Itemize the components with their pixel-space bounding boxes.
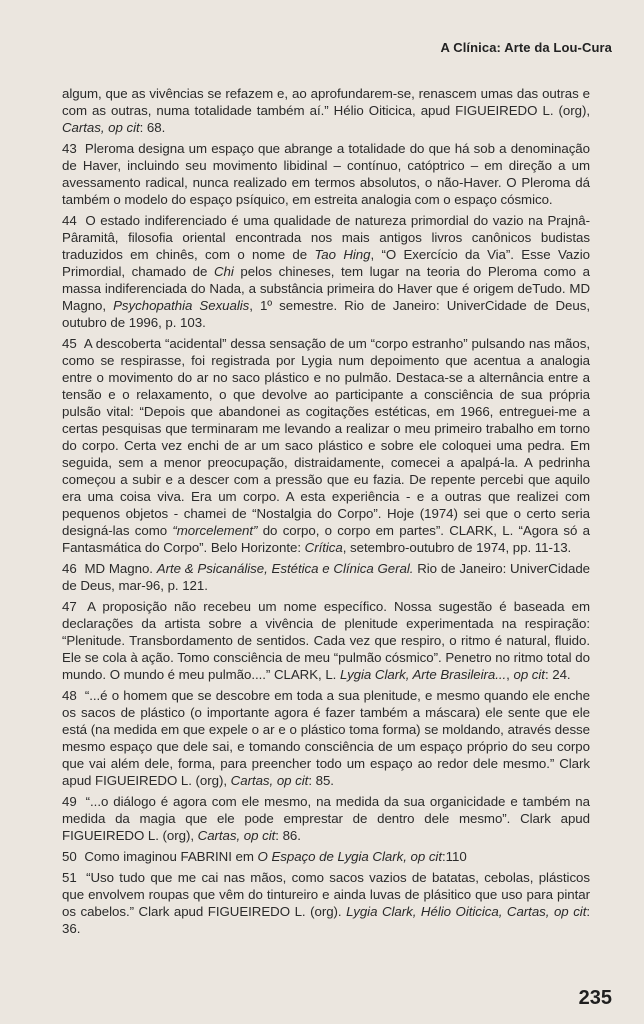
footnote-italic-text: Tao Hing <box>314 247 371 262</box>
footnote-50 <box>62 848 590 865</box>
footnote-text-part: , “O Exercício da Via”. Esse Vazio Primordial, chamado de <box>62 247 590 279</box>
footnote-text-part: :110 <box>441 849 467 864</box>
footnote-text-part: “Uso tudo que me cai nas mãos, como sacos vazios de batatas, cebolas, plásticos que envolvem roupas que vêm do tintureiro e ainda luvas de plásitico que uso para pintar os cabelos.” Clark apud FIGUEIREDO L. (org). <box>62 870 590 919</box>
footnote-45 <box>62 335 590 556</box>
footnote-47 <box>62 598 590 683</box>
footnote-text-part: , <box>506 667 514 682</box>
footnote-44 <box>62 212 590 331</box>
footnote-italic-text: Cartas, op cit <box>230 773 309 788</box>
footnote-continuation <box>62 85 590 136</box>
footnote-text <box>62 561 590 593</box>
footnote-number: 47 <box>62 599 77 614</box>
footnote-text-part: MD Magno. <box>84 561 157 576</box>
footnote-italic-text: op cit <box>513 667 545 682</box>
footnote-italic-text: Chi <box>213 264 234 279</box>
footnote-text-part: , setembro-outubro de 1974, pp. 11-13. <box>342 540 572 555</box>
footnote-text <box>62 141 590 207</box>
footnote-italic-text: Cartas, op cit <box>62 120 140 135</box>
footnote-text-part: “...o diálogo é agora com ele mesmo, na medida da sua organicidade e também na medida da magia que ele pode emprestar de dentro dele mesmo”. Clark apud FIGUEIREDO L. (org), <box>62 794 590 843</box>
footnote-49 <box>62 793 590 844</box>
running-header: A Clínica: Arte da Lou-Cura <box>440 40 612 55</box>
footnote-text <box>62 213 590 330</box>
footnote-text-part: “...é o homem que se descobre em toda a sua plenitude, e mesmo quando ele enche os sacos de plástico (o importante agora é fazer também a máscara) ele sente que ele está (na medida em que expele o ar e o plástico toma forma) se moldando, através desse mesmo espaço que dele sai, e tomando consciência de um espaço próprio do seu corpo que vai além dele, forma, para preencher todo um espaço ao redor dele mesmo.” Clark apud FIGUEIREDO L. (org), <box>62 688 590 788</box>
footnote-number: 50 <box>62 849 77 864</box>
footnote-italic-text: “morcelement” <box>172 523 258 538</box>
footnote-text-part: : 86. <box>275 828 301 843</box>
footnote-text-part: : 85. <box>308 773 334 788</box>
footnote-italic-text: Arte & Psicanálise, Estética e Clínica Geral. <box>156 561 414 576</box>
footnote-text-part: A descoberta “acidental” dessa sensação de um “corpo estranho” pulsando nas mãos, como se respirasse, foi registrada por Lygia num depoimento que acentua a analogia entre o movimento do ar no saco plástico e no pulmão. Destaca-se a alternância entre a tensão e o relaxamento, o que devolve ao participante a consciência de sua própria pulsão vital: “Depois que abandonei as cogitações estéticas, em 1966, entreguei-me a certas pesquisas que terminaram me levando a realizar o meu primeiro trabalho em torno do corpo. Certa vez enchi de ar um saco plástico e sobre ele coloquei uma pedra. Em seguida, sem a menor preocupação, distraidamente, comecei a apalpá-la. A pedrinha começou a subir e a descer com a pressão que eu fazia. De repente percebi que aquilo era uma coisa viva. Era um corpo. A esta experiência - e a outras que realizei com pequenos objetos - chamei de “Nostalgia do Corpo”. Hoje (1974) sei que o certo seria designá-las como <box>62 336 590 538</box>
footnote-italic-text: Lygia Clark, Arte Brasileira... <box>339 667 507 682</box>
footnote-text <box>62 870 590 936</box>
footnote-text <box>62 86 590 135</box>
footnote-text-part: pelos chineses, tem lugar na teoria do Pleroma como a massa indiferenciada do Nada, a substância primeira do Haver que é origem deTudo. MD Magno, <box>62 264 590 313</box>
footnote-text-part: do corpo, o corpo em partes”. CLARK, L. “Agora só a Fantasmática do Corpo”. Belo Horizonte: <box>62 523 590 555</box>
footnote-number: 43 <box>62 141 77 156</box>
footnote-text-part: O estado indiferenciado é uma qualidade de natureza primordial do vazio na Prajnâ-Pâramitâ, filosofia oriental encontrada nos mais antigos livros canônicos budistas traduzidos em chinês, com o nome de <box>62 213 590 262</box>
footnote-46 <box>62 560 590 594</box>
page-number: 235 <box>578 987 612 1009</box>
footnote-number: 51 <box>62 870 77 885</box>
footnote-text <box>62 336 590 555</box>
footnote-number: 46 <box>62 561 77 576</box>
footnote-italic-text: O Espaço de Lygia Clark, op cit <box>257 849 442 864</box>
footnote-italic-text: Lygia Clark, Hélio Oiticica, Cartas, op cit <box>346 904 587 919</box>
footnote-text-part: Pleroma designa um espaço que abrange a totalidade do que há sob a denominação de Haver, incluindo seu movimento libidinal – contínuo, catóptrico – em direção a um avessamento radical, nunca realizado em termos absolutos, o não-Haver. O Pleroma dá também o modelo do espaço psíquico, em estreita analogia com o espaço cósmico. <box>62 141 590 207</box>
footnote-italic-text: Crítica <box>304 540 343 555</box>
footnote-italic-text: Psychopathia Sexualis <box>113 298 250 313</box>
footnote-48 <box>62 687 590 789</box>
footnote-text <box>62 599 590 682</box>
footnote-text-part: Rio de Janeiro: UniverCidade de Deus, mar-96, p. 121. <box>62 561 591 593</box>
footnote-text <box>62 794 590 843</box>
footnote-number: 45 <box>62 336 77 351</box>
footnote-number: 44 <box>62 213 77 228</box>
footnote-text-part: : 24. <box>544 667 571 682</box>
footnote-number: 48 <box>62 688 77 703</box>
footnote-text-part: : 68. <box>139 120 166 135</box>
footnotes-section <box>62 85 590 941</box>
footnote-text-part: , 1º semestre. Rio de Janeiro: UniverCidade de Deus, outubro de 1996, p. 103. <box>62 298 590 330</box>
footnote-text-part: A proposição não recebeu um nome específico. Nossa sugestão é baseada em declarações da artista sobre a vivência de plenitude experimentada na respiração: “Plenitude. Transbordamento de sentidos. Cada vez que respiro, o ritmo é natural, fluido. Ele se cola à ação. Tomo consciência de meu “pulmão cósmico”. Penetro no ritmo total do mundo. O mundo é meu pulmão....” CLARK, L. <box>62 599 590 682</box>
footnote-number: 49 <box>62 794 77 809</box>
footnote-51 <box>62 869 590 937</box>
footnote-italic-text: Cartas, op cit <box>197 828 276 843</box>
footnote-text <box>84 849 466 864</box>
footnote-43 <box>62 140 590 208</box>
footnote-text-part: : 36. <box>62 904 590 936</box>
footnote-text-part: Como imaginou FABRINI em <box>84 849 258 864</box>
footnote-text-part: algum, que as vivências se refazem e, ao aprofundarem-se, renascem umas das outras e com as outras, numa totalidade também aí.” Hélio Oiticica, apud FIGUEIREDO L. (org), <box>62 86 590 118</box>
footnote-text <box>62 688 590 788</box>
